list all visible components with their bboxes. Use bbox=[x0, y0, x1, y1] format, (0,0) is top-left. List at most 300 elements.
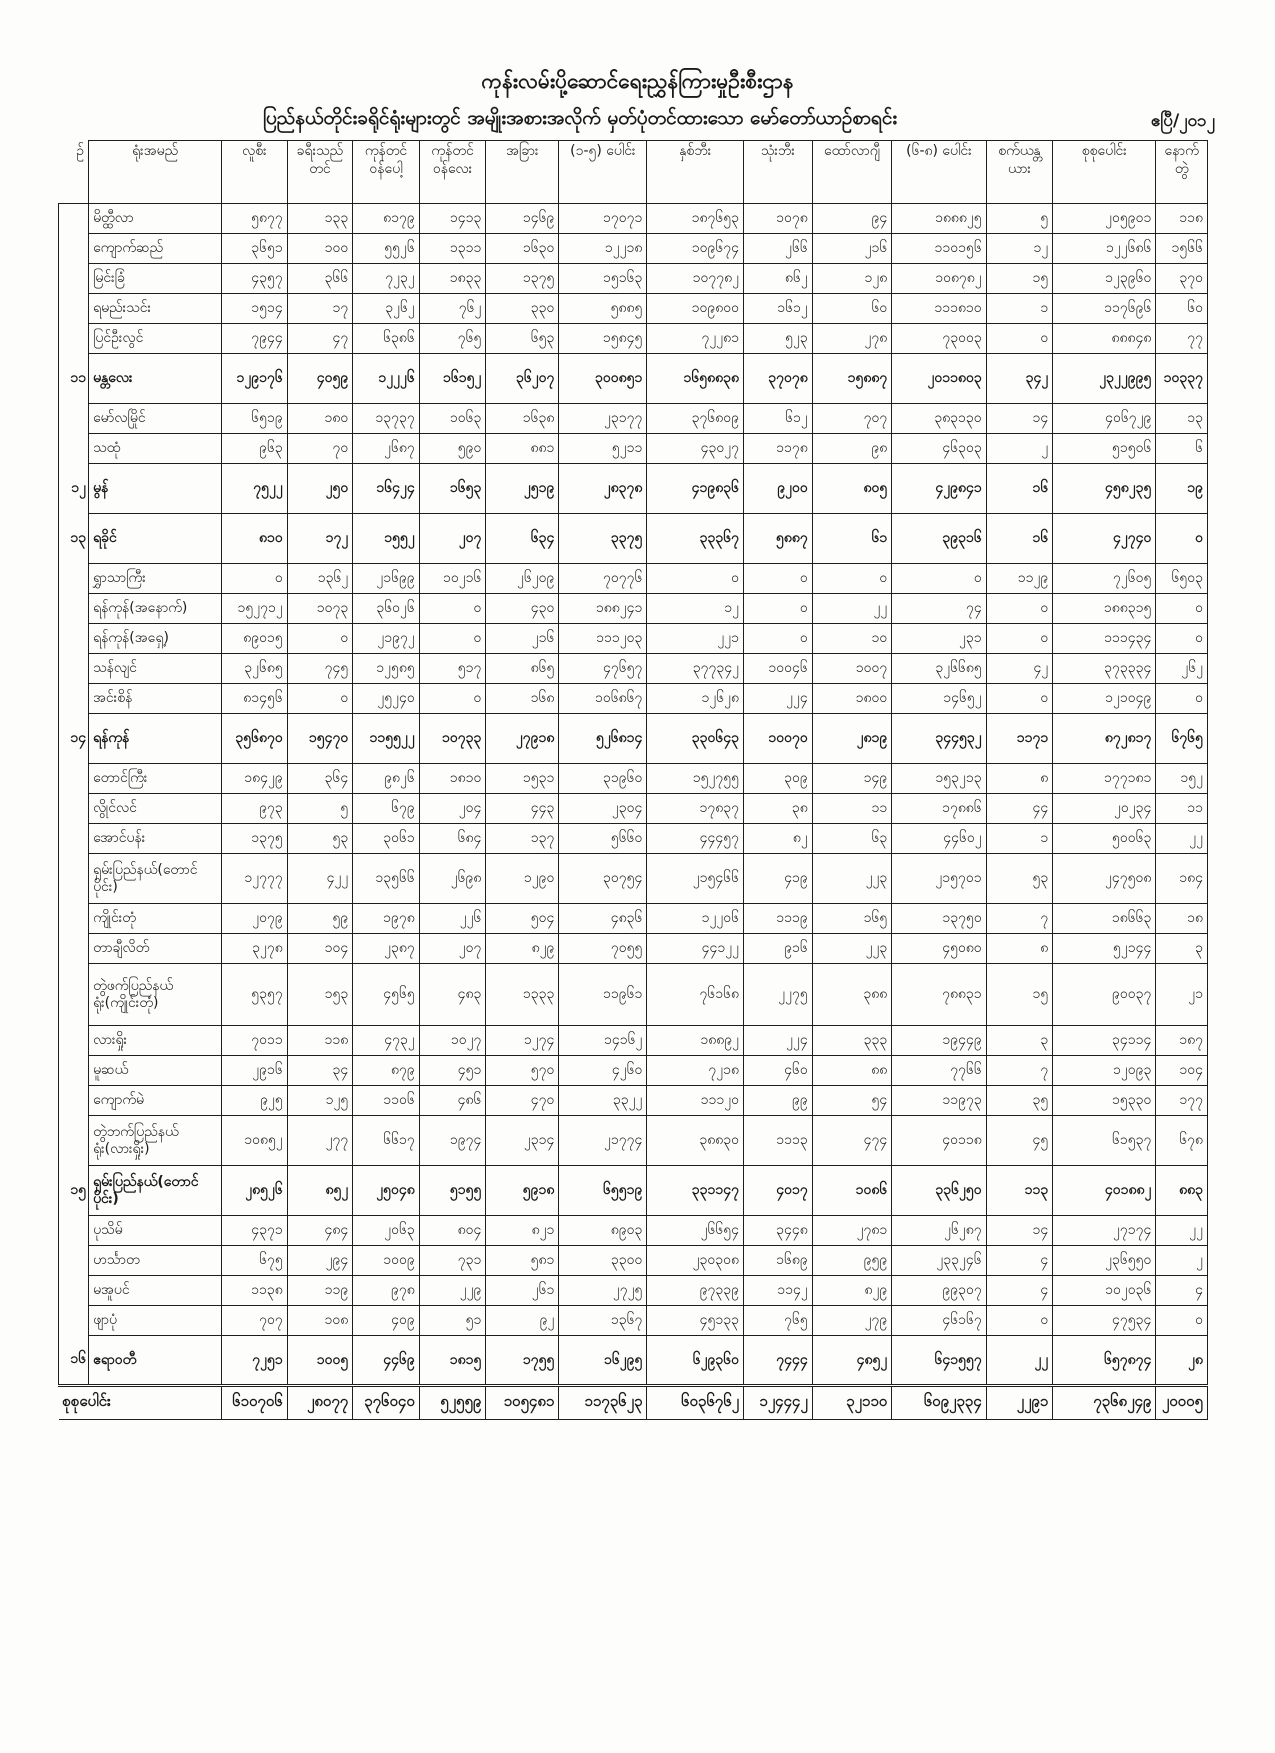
col-header-10: (၆-၈) ပေါင်း bbox=[892, 141, 986, 204]
value-cell: ၁၁၃၈ bbox=[222, 1276, 288, 1306]
value-cell: ၁၂၉၀ bbox=[486, 854, 559, 904]
value-cell: ၂၆၂၈၇ bbox=[892, 1216, 986, 1246]
value-cell: ၇၂၂၈၁ bbox=[647, 324, 744, 354]
row-number bbox=[59, 654, 89, 684]
total-value-cell: ၂၀၀၀၅ bbox=[1156, 1386, 1208, 1420]
row-number bbox=[59, 1276, 89, 1306]
row-number: ၁၅ bbox=[59, 1166, 89, 1216]
value-cell: ၄၄၆၉ bbox=[353, 1336, 420, 1386]
value-cell: ၈၅၂ bbox=[287, 1166, 353, 1216]
value-cell: ၃ bbox=[986, 1026, 1053, 1056]
value-cell: ၆ bbox=[1156, 434, 1208, 464]
value-cell: ၂၀၁၁၈၀၃ bbox=[892, 354, 986, 404]
office-name-cell: ရန်ကုန်(အရှေ့) bbox=[89, 624, 222, 654]
value-cell: ၂၁၆ bbox=[812, 234, 891, 264]
value-cell: ၁၈၀ bbox=[287, 404, 353, 434]
table-row bbox=[59, 904, 1208, 934]
value-cell: ၀ bbox=[986, 594, 1053, 624]
value-cell: ၅၇၀ bbox=[486, 1056, 559, 1086]
value-cell: ၃၅ bbox=[986, 1086, 1053, 1116]
table-row bbox=[59, 1276, 1208, 1306]
value-cell: ၁၂၂၂၆ bbox=[353, 354, 420, 404]
value-cell: ၂၀၇ bbox=[419, 514, 486, 564]
value-cell: ၄၅၆၅ bbox=[353, 964, 420, 1026]
value-cell: ၂၁၅၄၆၆ bbox=[647, 854, 744, 904]
value-cell: ၃၈၈ bbox=[812, 964, 891, 1026]
value-cell: ၇၀ bbox=[287, 434, 353, 464]
value-cell: ၃၂၆၈၅ bbox=[222, 654, 288, 684]
value-cell: ၈၀၄ bbox=[419, 1216, 486, 1246]
value-cell: ၄၅၀၈၀ bbox=[892, 934, 986, 964]
value-cell: ၀ bbox=[419, 684, 486, 714]
value-cell: ၄၃၅၇ bbox=[222, 264, 288, 294]
value-cell: ၉၂၀၀ bbox=[744, 464, 813, 514]
value-cell: ၁၃၆၇ bbox=[559, 1306, 647, 1336]
value-cell: ၂၂၆ bbox=[419, 904, 486, 934]
value-cell: ၁၅၈၄၅ bbox=[559, 324, 647, 354]
value-cell: ၁၅၅၂ bbox=[353, 514, 420, 564]
value-cell: ၀ bbox=[1156, 1306, 1208, 1336]
row-number bbox=[59, 904, 89, 934]
table-row bbox=[59, 1216, 1208, 1246]
value-cell: ၂၁ bbox=[1156, 964, 1208, 1026]
value-cell: ၁၁၉ bbox=[287, 1276, 353, 1306]
value-cell: ၁၄၆၅၂ bbox=[892, 684, 986, 714]
value-cell: ၁၃၁၁ bbox=[419, 234, 486, 264]
value-cell: ၁၀၂၁၆ bbox=[419, 564, 486, 594]
value-cell: ၁၆ bbox=[986, 514, 1053, 564]
value-cell: ၇၂၁၈ bbox=[647, 1056, 744, 1086]
value-cell: ၅ bbox=[986, 204, 1053, 234]
value-cell: ၂၂ bbox=[986, 1336, 1053, 1386]
office-name-cell: မြင်းခြံ bbox=[89, 264, 222, 294]
table-row bbox=[59, 854, 1208, 904]
value-cell: ၉၁၆ bbox=[744, 934, 813, 964]
value-cell: ၁၉၇၈ bbox=[353, 904, 420, 934]
value-cell: ၇၆၅ bbox=[744, 1306, 813, 1336]
value-cell: ၃၆၄ bbox=[287, 764, 353, 794]
value-cell: ၃၈၈၃၀ bbox=[647, 1116, 744, 1166]
value-cell: ၁၀၀ bbox=[287, 234, 353, 264]
value-cell: ၇၄ bbox=[892, 594, 986, 624]
value-cell: ၄ bbox=[1156, 1276, 1208, 1306]
value-cell: ၄၂၉၈၄၁ bbox=[892, 464, 986, 514]
value-cell: ၄၄ bbox=[986, 794, 1053, 824]
value-cell: ၂၃၀၄ bbox=[559, 794, 647, 824]
table-row bbox=[59, 654, 1208, 684]
value-cell: ၁၀၈၅၂ bbox=[222, 1116, 288, 1166]
office-name-cell: ရှမ်းပြည်နယ်(တောင်ပိုင်း) bbox=[89, 854, 222, 904]
value-cell: ၂၅၂၄၀ bbox=[353, 684, 420, 714]
value-cell: ၂၄၇၅၀၈ bbox=[1053, 854, 1156, 904]
value-cell: ၄၆၀ bbox=[744, 1056, 813, 1086]
value-cell: ၆၇၆၅ bbox=[1156, 714, 1208, 764]
value-cell: ၈ bbox=[986, 764, 1053, 794]
value-cell: ၁၆၃၈ bbox=[486, 404, 559, 434]
value-cell: ၈၈၁ bbox=[486, 434, 559, 464]
value-cell: ၇၀၇ bbox=[222, 1306, 288, 1336]
value-cell: ၃၃၂၂ bbox=[559, 1086, 647, 1116]
office-name-cell: အောင်ပန်း bbox=[89, 824, 222, 854]
value-cell: ၁၁၁၂၀ bbox=[647, 1086, 744, 1116]
value-cell: ၀ bbox=[986, 684, 1053, 714]
value-cell: ၁၆၂၉၅ bbox=[559, 1336, 647, 1386]
row-number: ၁၂ bbox=[59, 464, 89, 514]
value-cell: ၁၅၆၆ bbox=[1156, 234, 1208, 264]
value-cell: ၂၇၉ bbox=[812, 1306, 891, 1336]
value-cell: ၁၈၄၂၉ bbox=[222, 764, 288, 794]
value-cell: ၆၀ bbox=[1156, 294, 1208, 324]
value-cell: ၃၆၀၂၆ bbox=[353, 594, 420, 624]
value-cell: ၄၇၄ bbox=[812, 1116, 891, 1166]
value-cell: ၃၄၂ bbox=[986, 354, 1053, 404]
office-name-cell: ဧရာဝတီ bbox=[89, 1336, 222, 1386]
value-cell: ၆၆၁၇ bbox=[353, 1116, 420, 1166]
value-cell: ၁၉၄၄၉ bbox=[892, 1026, 986, 1056]
office-name-cell: သထုံ bbox=[89, 434, 222, 464]
value-cell: ၇၀၇ bbox=[812, 404, 891, 434]
value-cell: ၃၁၉၆၀ bbox=[559, 764, 647, 794]
value-cell: ၁၃၇၃၇ bbox=[353, 404, 420, 434]
office-name-cell: တွဲဘက်ပြည်နယ်ရုံး(လားရှိုး) bbox=[89, 1116, 222, 1166]
row-number bbox=[59, 1026, 89, 1056]
value-cell: ၁၁၀၁၅၆ bbox=[892, 234, 986, 264]
value-cell: ၄၇၆၅၇ bbox=[559, 654, 647, 684]
table-row bbox=[59, 934, 1208, 964]
value-cell: ၉၇၃၃၉ bbox=[647, 1276, 744, 1306]
value-cell: ၂၀၆၃ bbox=[353, 1216, 420, 1246]
value-cell: ၉၉၃၀၇ bbox=[892, 1276, 986, 1306]
value-cell: ၁၄၁၃ bbox=[419, 204, 486, 234]
col-header-1: လူစီး bbox=[222, 141, 288, 204]
value-cell: ၇၄၅ bbox=[287, 654, 353, 684]
table-row bbox=[59, 234, 1208, 264]
value-cell: ၉၇၃ bbox=[222, 794, 288, 824]
total-value-cell: ၁၁၇၃၆၂၃ bbox=[559, 1386, 647, 1420]
value-cell: ၄၀၆၇၂၉ bbox=[1053, 404, 1156, 434]
value-cell: ၀ bbox=[222, 564, 288, 594]
value-cell: ၅၉ bbox=[287, 904, 353, 934]
table-row bbox=[59, 434, 1208, 464]
value-cell: ၇၆၅ bbox=[419, 324, 486, 354]
value-cell: ၁၀၄ bbox=[1156, 1056, 1208, 1086]
value-cell: ၁၈၇၆၅၃ bbox=[647, 204, 744, 234]
value-cell: ၄ bbox=[986, 1246, 1053, 1276]
value-cell: ၁၆၁၂ bbox=[744, 294, 813, 324]
document-subtitle: ပြည်နယ်တိုင်းခရိုင်ရုံးများတွင် အမျိုးအစားအလိုက် မှတ်ပုံတင်ထားသော မော်တော်ယာဉ်စာရင်း bbox=[262, 107, 898, 129]
total-value-cell: ၆၀၃၆၇၆၂ bbox=[647, 1386, 744, 1420]
value-cell: ၇၃၀၀၃ bbox=[892, 324, 986, 354]
value-cell: ၂၂၄ bbox=[744, 1026, 813, 1056]
value-cell: ၃၇၃၃၃၄ bbox=[1053, 654, 1156, 684]
col-header-office: ရုံးအမည် bbox=[89, 141, 222, 204]
value-cell: ၂၃၀၃၀၈ bbox=[647, 1246, 744, 1276]
value-cell: ၅၂၁၁ bbox=[559, 434, 647, 464]
value-cell: ၁၁၁၄၃၄ bbox=[1053, 624, 1156, 654]
value-cell: ၄၄၃ bbox=[486, 794, 559, 824]
value-cell: ၂၈၃၇၈ bbox=[559, 464, 647, 514]
value-cell: ၁၄ bbox=[986, 404, 1053, 434]
value-cell: ၄၀၉ bbox=[353, 1306, 420, 1336]
value-cell: ၀ bbox=[892, 564, 986, 594]
value-cell: ၈၉၀၃ bbox=[559, 1216, 647, 1246]
value-cell: ၂၈၅၂၆ bbox=[222, 1166, 288, 1216]
value-cell: ၃၇၀၇၈ bbox=[744, 354, 813, 404]
row-number bbox=[59, 294, 89, 324]
value-cell: ၁၁၀၆ bbox=[353, 1086, 420, 1116]
value-cell: ၁၁၅၅၂၂ bbox=[353, 714, 420, 764]
value-cell: ၅၀၄ bbox=[486, 904, 559, 934]
value-cell: ၂ bbox=[1156, 1246, 1208, 1276]
value-cell: ၃၃၃၆၇ bbox=[647, 514, 744, 564]
value-cell: ၄၅ bbox=[986, 1116, 1053, 1166]
value-cell: ၁၁၈ bbox=[287, 1026, 353, 1056]
value-cell: ၇၂၃၂ bbox=[353, 264, 420, 294]
value-cell: ၀ bbox=[986, 324, 1053, 354]
row-number: ၁၃ bbox=[59, 514, 89, 564]
value-cell: ၂၆၉၈ bbox=[419, 854, 486, 904]
value-cell: ၂၃၂၂၉၉၅ bbox=[1053, 354, 1156, 404]
row-number: ၁၁ bbox=[59, 354, 89, 404]
value-cell: ၁၈၈၈၂၅ bbox=[892, 204, 986, 234]
value-cell: ၈၇၂၈၁၇ bbox=[1053, 714, 1156, 764]
value-cell: ၃၇၆၈၀၉ bbox=[647, 404, 744, 434]
value-cell: ၁၀၆၈၆၇ bbox=[559, 684, 647, 714]
value-cell: ၉၈ bbox=[812, 434, 891, 464]
value-cell: ၃၆၅၁ bbox=[222, 234, 288, 264]
value-cell: ၁၇၈၃၇ bbox=[647, 794, 744, 824]
value-cell: ၁၃၃၃ bbox=[486, 964, 559, 1026]
value-cell: ၁၅ bbox=[986, 964, 1053, 1026]
value-cell: ၂၀၇၉ bbox=[222, 904, 288, 934]
office-name-cell: ရမည်းသင်း bbox=[89, 294, 222, 324]
col-header-4: ကုန်တင်ဝန်လေး bbox=[419, 141, 486, 204]
value-cell: ၇၀၁၁ bbox=[222, 1026, 288, 1056]
value-cell: ၅၉၁၈ bbox=[486, 1166, 559, 1216]
value-cell: ၂၆၈၇ bbox=[353, 434, 420, 464]
value-cell: ၃၃၃ bbox=[812, 1026, 891, 1056]
value-cell: ၃၃၁၁၄၇ bbox=[647, 1166, 744, 1216]
value-cell: ၁၁၈ bbox=[1156, 204, 1208, 234]
value-cell: ၇၂၆၀၅ bbox=[1053, 564, 1156, 594]
table-header-row bbox=[59, 141, 1208, 204]
value-cell: ၇၈၈၃၁ bbox=[892, 964, 986, 1026]
row-number bbox=[59, 594, 89, 624]
value-cell: ၄၃၀ bbox=[486, 594, 559, 624]
value-cell: ၁၉၇၄ bbox=[419, 1116, 486, 1166]
value-cell: ၅၁ bbox=[419, 1306, 486, 1336]
value-cell: ၁၈၆၆၃ bbox=[1053, 904, 1156, 934]
value-cell: ၁၂၂၁၈ bbox=[559, 234, 647, 264]
value-cell: ၅ bbox=[287, 794, 353, 824]
value-cell: ၁၂၆၂၈ bbox=[647, 684, 744, 714]
value-cell: ၅၅၂၆ bbox=[353, 234, 420, 264]
value-cell: ၁၅၂ bbox=[1156, 764, 1208, 794]
value-cell: ၄၇၃၂ bbox=[353, 1026, 420, 1056]
value-cell: ၈၁၄၅၆ bbox=[222, 684, 288, 714]
value-cell: ၁၀၈ bbox=[287, 1306, 353, 1336]
table-row bbox=[59, 1026, 1208, 1056]
value-cell: ၁၁ bbox=[812, 794, 891, 824]
total-value-cell: ၁၂၄၄၄၂ bbox=[744, 1386, 813, 1420]
value-cell: ၁၁၇၆၉၆ bbox=[1053, 294, 1156, 324]
value-cell: ၁၄၉ bbox=[812, 764, 891, 794]
value-cell: ၁၀၆၃ bbox=[419, 404, 486, 434]
value-cell: ၃၆၆ bbox=[287, 264, 353, 294]
value-cell: ၁၉ bbox=[1156, 464, 1208, 514]
value-cell: ၆၇၉ bbox=[353, 794, 420, 824]
value-cell: ၆၇၅ bbox=[222, 1246, 288, 1276]
value-cell: ၄၀၁၁၈ bbox=[892, 1116, 986, 1166]
value-cell: ၈ bbox=[986, 934, 1053, 964]
value-cell: ၃၄၄၅၃၂ bbox=[892, 714, 986, 764]
value-cell: ၂၇၈ bbox=[812, 324, 891, 354]
value-cell: ၆၃ bbox=[812, 824, 891, 854]
value-cell: ၈၆၂ bbox=[744, 264, 813, 294]
value-cell: ၃၃၇၅ bbox=[559, 514, 647, 564]
table-row bbox=[59, 324, 1208, 354]
value-cell: ၄၇၅၃၄ bbox=[1053, 1306, 1156, 1336]
value-cell: ၂၇၈၁ bbox=[812, 1216, 891, 1246]
value-cell: ၀ bbox=[419, 624, 486, 654]
total-value-cell: ၃၇၆၀၄၀ bbox=[353, 1386, 420, 1420]
value-cell: ၁၀၂၇ bbox=[419, 1026, 486, 1056]
col-header-7: နှစ်ဘီး bbox=[647, 141, 744, 204]
table-row bbox=[59, 404, 1208, 434]
row-number bbox=[59, 824, 89, 854]
value-cell: ၃၃၀ bbox=[486, 294, 559, 324]
table-row bbox=[59, 204, 1208, 234]
row-number bbox=[59, 204, 89, 234]
value-cell: ၂၂၉ bbox=[419, 1276, 486, 1306]
value-cell: ၁၃၃ bbox=[287, 204, 353, 234]
value-cell: ၈၂ bbox=[744, 824, 813, 854]
total-value-cell: ၁၀၅၄၈၁ bbox=[486, 1386, 559, 1420]
value-cell: ၂၂၇၅ bbox=[744, 964, 813, 1026]
value-cell: ၁၀၃၃၇ bbox=[1156, 354, 1208, 404]
office-name-cell: ရန်ကုန်(အနောက်) bbox=[89, 594, 222, 624]
row-number bbox=[59, 404, 89, 434]
row-number bbox=[59, 324, 89, 354]
value-cell: ၁ bbox=[986, 294, 1053, 324]
value-cell: ၄၃၇၁ bbox=[222, 1216, 288, 1246]
value-cell: ၁၈၈၉၂ bbox=[647, 1026, 744, 1056]
value-cell: ၁၈၈၃၁၅ bbox=[1053, 594, 1156, 624]
value-cell: ၉၇၈ bbox=[353, 1276, 420, 1306]
value-cell: ၉၆၃ bbox=[222, 434, 288, 464]
value-cell: ၄၄၁၂၂ bbox=[647, 934, 744, 964]
value-cell: ၃၃၀၀ bbox=[559, 1246, 647, 1276]
value-cell: ၂၂၃ bbox=[812, 854, 891, 904]
value-cell: ၂၀၅၉၀၁ bbox=[1053, 204, 1156, 234]
value-cell: ၁၈၁၀ bbox=[419, 764, 486, 794]
value-cell: ၁၇၇၁၈၁ bbox=[1053, 764, 1156, 794]
value-cell: ၃၂၆၂ bbox=[353, 294, 420, 324]
value-cell: ၃၈၃၁၃၀ bbox=[892, 404, 986, 434]
grand-total-row bbox=[59, 1386, 1208, 1420]
value-cell: ၁၃ bbox=[1156, 404, 1208, 434]
value-cell: ၁၅၂၇၁၂ bbox=[222, 594, 288, 624]
value-cell: ၁၈ bbox=[1156, 904, 1208, 934]
value-cell: ၁၀၉၈၀၀ bbox=[647, 294, 744, 324]
value-cell: ၁၃၅၆၆ bbox=[353, 854, 420, 904]
value-cell: ၁၈၁၅ bbox=[419, 1336, 486, 1386]
col-header-no: ဉ် bbox=[59, 141, 89, 204]
value-cell: ၇၆၂ bbox=[419, 294, 486, 324]
value-cell: ၁၄ bbox=[986, 1216, 1053, 1246]
row-number bbox=[59, 434, 89, 464]
table-row bbox=[59, 1246, 1208, 1276]
row-number bbox=[59, 1116, 89, 1166]
value-cell: ၁၂၅၈၅ bbox=[353, 654, 420, 684]
value-cell: ၅၈၁ bbox=[486, 1246, 559, 1276]
value-cell: ၀ bbox=[986, 624, 1053, 654]
value-cell: ၈၈၈၄၈ bbox=[1053, 324, 1156, 354]
value-cell: ၈၇၉ bbox=[353, 1056, 420, 1086]
value-cell: ၁၀၀၄၆ bbox=[744, 654, 813, 684]
value-cell: ၁၇ bbox=[287, 294, 353, 324]
value-cell: ၈၁၇၉ bbox=[353, 204, 420, 234]
value-cell: ၄၇ bbox=[287, 324, 353, 354]
value-cell: ၂၆၆၅၄ bbox=[647, 1216, 744, 1246]
value-cell: ၄၇၀ bbox=[486, 1086, 559, 1116]
office-name-cell: အင်းစိန် bbox=[89, 684, 222, 714]
value-cell: ၄၈၅၂ bbox=[812, 1336, 891, 1386]
office-name-cell: လွိုင်လင် bbox=[89, 794, 222, 824]
value-cell: ၂၅၀ bbox=[287, 464, 353, 514]
value-cell: ၇၂၅၁ bbox=[222, 1336, 288, 1386]
value-cell: ၇၀၅၅ bbox=[559, 934, 647, 964]
value-cell: ၉၄ bbox=[812, 204, 891, 234]
total-value-cell: ၆၁၀၇၀၆ bbox=[222, 1386, 288, 1420]
table-row bbox=[59, 1056, 1208, 1086]
value-cell: ၈၈ bbox=[812, 1056, 891, 1086]
value-cell: ၀ bbox=[419, 594, 486, 624]
value-cell: ၁၆၁၅၂ bbox=[419, 354, 486, 404]
value-cell: ၆၃၄ bbox=[486, 514, 559, 564]
value-cell: ၄၂၇၄၀ bbox=[1053, 514, 1156, 564]
total-value-cell: ၃၂၁၁၀ bbox=[812, 1386, 891, 1420]
value-cell: ၂ bbox=[986, 434, 1053, 464]
value-cell: ၄ bbox=[986, 1276, 1053, 1306]
value-cell: ၁ bbox=[986, 824, 1053, 854]
col-header-9: ထော်လာဂျီ bbox=[812, 141, 891, 204]
value-cell: ၁၂၁၀၄၉ bbox=[1053, 684, 1156, 714]
value-cell: ၁၀ bbox=[812, 624, 891, 654]
office-name-cell: မန္တလေး bbox=[89, 354, 222, 404]
value-cell: ၁၂၈ bbox=[812, 264, 891, 294]
office-name-cell: ဟင်္သာတ bbox=[89, 1246, 222, 1276]
value-cell: ၅၂၃ bbox=[744, 324, 813, 354]
table-row bbox=[59, 514, 1208, 564]
value-cell: ၁၂၉၁၇၆ bbox=[222, 354, 288, 404]
office-name-cell: မအူပင် bbox=[89, 1276, 222, 1306]
value-cell: ၁၁၇၁ bbox=[986, 714, 1053, 764]
office-name-cell: ကျောက်ဆည် bbox=[89, 234, 222, 264]
value-cell: ၄၄၆၀၂ bbox=[892, 824, 986, 854]
value-cell: ၅၉၀ bbox=[419, 434, 486, 464]
table-row bbox=[59, 354, 1208, 404]
value-cell: ၂၂၄ bbox=[744, 684, 813, 714]
value-cell: ၂၆၂၀၉ bbox=[486, 564, 559, 594]
value-cell: ၄၈၃၆ bbox=[559, 904, 647, 934]
table-row bbox=[59, 964, 1208, 1026]
value-cell: ၄၈၆ bbox=[419, 1086, 486, 1116]
row-number bbox=[59, 684, 89, 714]
total-value-cell: ၇၃၆၈၂၄၉ bbox=[1053, 1386, 1156, 1420]
value-cell: ၁၂ bbox=[986, 234, 1053, 264]
value-cell: ၀ bbox=[287, 624, 353, 654]
